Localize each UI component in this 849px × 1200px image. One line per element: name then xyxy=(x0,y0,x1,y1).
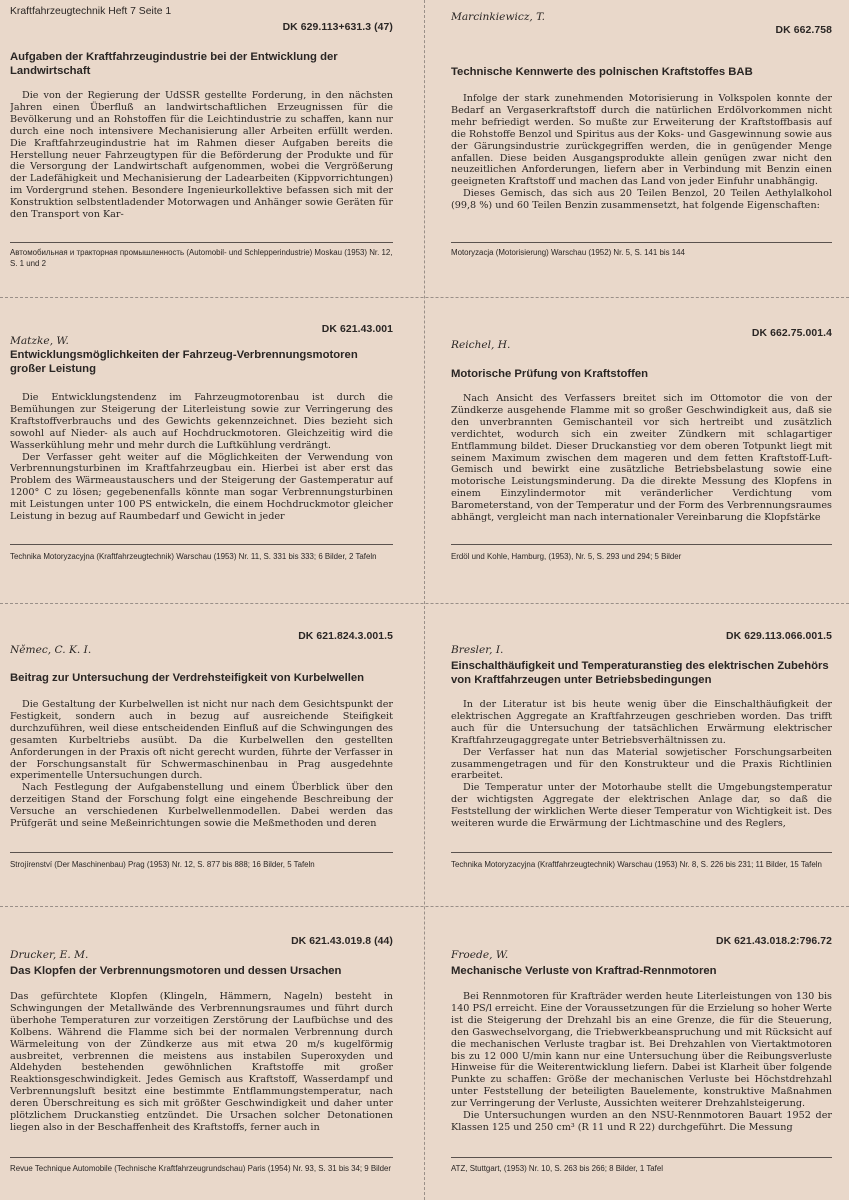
source-reference: Technika Motoryzacyjna (Kraftfahrzeugtechnik) Warschau (1953) Nr. 11, S. 331 bis 333; 6 Bilder, 2 Tafeln xyxy=(10,552,377,561)
author-name: Marcinkiewicz, T. xyxy=(451,11,546,23)
card-title: Aufgaben der Kraftfahrzeugindustrie bei der Entwicklung der Landwirtschaft xyxy=(10,51,338,77)
abstract-paragraph: Die Untersuchungen wurden an den NSU-Rennmotoren Bauart 1952 der Klassen 125 und 250 cm³ (R 11 und R 22) durchgeführt. Die Messung xyxy=(451,1110,832,1133)
abstract-text xyxy=(451,393,832,524)
abstract-text xyxy=(451,93,832,212)
abstract-text xyxy=(10,90,393,221)
abstract-paragraph: Die von der Regierung der UdSSR gestellte Forderung, in den nächsten Jahren einen Überfluß an landwirtschaftlichen Erzeugnissen für die Bevölkerung und an Rohstoffen für die Leichtindustrie zu schaffen, kann nur durch eine noch intensivere Mechanisierung aller Arbeiten erfüllt werden. Die Kraftfahrzeugindustrie hat im Rahmen dieser Aufgaben bereits die Herstellung neuer Fahrzeugtypen für die Beförderung der Produkte und für die Versorgung der Landwirtschaft aufgenommen, wobei die Vergrößerung der Ladefähigkeit und Mechanisierung der Ladearbeiten (Kippvorrichtungen) im Vordergrund stehen. Besondere Ingenieurkollektive befassen sich mit der Konstruktion selbstentladender Motorwagen und Anhänger sowie Geräten für den Transport von Kar- xyxy=(10,90,393,221)
index-card xyxy=(451,936,832,1196)
abstract-paragraph: Dieses Gemisch, das sich aus 20 Teilen Benzol, 20 Teilen Aethylalkohol (99,8 %) und 60 Teilen Benzin zusammensetzt, hat folgende Eigenschaften: xyxy=(451,188,832,212)
index-card xyxy=(10,936,393,1196)
vertical-cut-line xyxy=(424,0,425,1200)
dk-classification: DK 629.113+631.3 (47) xyxy=(282,22,393,33)
source-reference: Erdöl und Kohle, Hamburg, (1953), Nr. 5, S. 293 und 294; 5 Bilder xyxy=(451,552,682,561)
horizontal-cut-line xyxy=(0,603,849,604)
author-name: Reichel, H. xyxy=(451,339,511,351)
abstract-paragraph: Die Gestaltung der Kurbelwellen ist nicht nur nach dem Gesichtspunkt der Festigkeit, sondern auch in bezug auf ausreichende Steifigkeit durchzuführen, weil diese entscheidenden Einfluß auf die Schwingungen des gesamten Kurbeltriebs ausübt. Da die Kurbelwellen den gestellten Anforderungen in der Praxis oft nicht gerecht wurden, führte der Verfasser in der Forschungsanstalt für Schwermaschinenbau in Prag ausgedehnte experimentelle Untersuchungen durch. xyxy=(10,699,393,782)
source-rule xyxy=(10,852,393,853)
author-name: Němec, C. K. I. xyxy=(10,644,92,656)
source-reference: Strojírenství (Der Maschinenbau) Prag (1953) Nr. 12, S. 877 bis 888; 16 Bilder, 5 Tafeln xyxy=(10,860,315,869)
source-reference: Revue Technique Automobile (Technische Kraftfahrzeugrundschau) Paris (1954) Nr. 93, S. 31 bis 34; 9 Bilder xyxy=(10,1164,392,1173)
author-name: Matzke, W. xyxy=(10,335,69,347)
dk-classification: DK 621.43.001 xyxy=(321,324,393,335)
index-card xyxy=(451,324,832,600)
horizontal-cut-line xyxy=(0,297,849,298)
abstract-paragraph: Der Verfasser hat nun das Material sowjetischer Forschungsarbeiten zusammengetragen und für den Konstrukteur und die Praxis Richtlinien erarbeitet. xyxy=(451,746,832,782)
card-title: Technische Kennwerte des polnischen Kraftstoffes BAB xyxy=(451,66,753,78)
index-card xyxy=(451,6,832,292)
author-name: Froede, W. xyxy=(451,949,509,961)
source-rule xyxy=(451,852,832,853)
abstract-text xyxy=(451,699,832,830)
source-rule xyxy=(451,544,832,545)
dk-classification: DK 621.43.018.2:796.72 xyxy=(715,936,832,947)
dk-classification: DK 662.75.001.4 xyxy=(751,328,832,339)
abstract-paragraph: Die Entwicklungstendenz im Fahrzeugmotorenbau ist durch die Bemühungen zur Steigerung der Literleistung sowie zur Verringerung des Kraftstoffverbrauchs und des Gewichts gekennzeichnet. Dies bezieht sich sowohl auf Nieder- als auch auf Hochdruckmotoren. Gleichzeitig wird die Wasserkühlung mehr und mehr durch die Luftkühlung verdrängt. xyxy=(10,392,393,451)
card-title: Entwicklungsmöglichkeiten der Fahrzeug-Verbrennungsmotoren großer Leistung xyxy=(10,349,358,375)
dk-classification: DK 621.824.3.001.5 xyxy=(298,631,393,642)
source-rule xyxy=(10,544,393,545)
abstract-paragraph: Nach Festlegung der Aufgabenstellung und einem Überblick über den derzeitigen Stand der Forschung folgt eine eingehende Beschreibung der Versuche an verschiedenen Kurbelwellenmodellen. Dabei werden das Prüfgerät und seine Meßeinrichtungen sowie die Meßmethoden und deren xyxy=(10,782,393,830)
source-reference: ATZ, Stuttgart, (1953) Nr. 10, S. 263 bis 266; 8 Bilder, 1 Tafel xyxy=(451,1164,663,1173)
author-name: Drucker, E. M. xyxy=(10,949,89,961)
source-reference: Technika Motoryzacyjna (Kraftfahrzeugtechnik) Warschau (1953) Nr. 8, S. 226 bis 231; 11 Bilder, 15 Tafeln xyxy=(451,860,822,869)
abstract-paragraph: Die Temperatur unter der Motorhaube stellt die Umgebungstemperatur der wichtigsten Aggregate der elektrischen Anlage dar, so daß die Feststellung der wirklichen Werte dieser Temperatur von Wichtigkeit ist. Des weiteren wurde die Erwärmung der Lichtmaschine und des Reglers, xyxy=(451,782,832,830)
dk-classification: DK 621.43.019.8 (44) xyxy=(291,936,393,947)
card-title: Motorische Prüfung von Kraftstoffen xyxy=(451,368,649,380)
source-rule xyxy=(10,242,393,243)
index-card xyxy=(10,6,393,292)
abstract-paragraph: Das gefürchtete Klopfen (Klingeln, Hämmern, Nageln) besteht in Schwingungen der Metallwände des Verbrennungsraumes und führt durch überhohe Temperaturen zur vorzeitigen Zerstörung der Laufbüchse und des Kolbens. Während die Flamme sich bei der normalen Verbrennung durch Wärmeleitung von der Zündkerze aus mit etwa 20 m/s kugelförmig ausbreitet, verbrennen die meistens aus instabilen Superoxyden und Aldehyden bestehenden gewöhnlichen Kraftstoffe mit großer Reaktionsgeschwindigkeit. Jedes Gemisch aus Kraftstoff, Wasserdampf und Verbrennungsluft besitzt eine bestimmte Entflammungstemperatur, nach deren Überschreitung es sich mit größter Geschwindigkeit und daher unter plötzlichem Druckanstieg entzündet. Die Ursachen solcher Detonationen liegen also in der Beschaffenheit des Kraftstoffs, ferner auch in xyxy=(10,991,393,1133)
abstract-paragraph: Infolge der stark zunehmenden Motorisierung in Volkspolen konnte der Bedarf an Vergaserkraftstoff durch die natürlichen Erdölvorkommen nicht mehr befriedigt werden. So mußte zur Erweiterung der Kraftstoffbasis auf die Rohstoffe Benzol und Spiritus aus der Koks- und Gasgewinnung sowie aus der Gärungsindustrie zurückgegriffen werden, die in genügender Menge anfallen. Diese beiden Ausgangsprodukte allein genügen zwar nicht den neuzeitlichen Anforderungen, liefern aber in Verbindung mit Benzin einen geeigneten Kraftstoff und machen das Land von jeder Einfuhr unabhängig. xyxy=(451,93,832,188)
author-name: Bresler, I. xyxy=(451,644,504,656)
abstract-text xyxy=(10,991,393,1134)
card-title: Mechanische Verluste von Kraftrad-Rennmotoren xyxy=(451,965,717,977)
dk-classification: DK 629.113.066.001.5 xyxy=(726,631,832,642)
abstract-text xyxy=(451,991,832,1134)
source-reference: Автомобильная и тракторная промышленность (Automobil- und Schlepperindustrie) Moskau (1953) Nr. 12, S. 1 und 2 xyxy=(10,248,393,268)
dk-classification: DK 662.758 xyxy=(775,25,832,36)
index-card xyxy=(10,631,393,903)
card-title: Einschalthäufigkeit und Temperaturanstieg des elektrischen Zubehörs von Kraftfahrzeugen unter Betriebsbedingungen xyxy=(451,660,829,686)
source-rule xyxy=(451,1157,832,1158)
source-reference: Motoryzacja (Motorisierung) Warschau (1952) Nr. 5, S. 141 bis 144 xyxy=(451,248,685,257)
card-title: Das Klopfen der Verbrennungsmotoren und dessen Ursachen xyxy=(10,965,342,977)
abstract-text xyxy=(10,392,393,523)
source-rule xyxy=(451,242,832,243)
index-card xyxy=(451,631,832,903)
abstract-text xyxy=(10,699,393,830)
running-header: Kraftfahrzeugtechnik Heft 7 Seite 1 xyxy=(10,6,172,17)
abstract-paragraph: Bei Rennmotoren für Krafträder werden heute Literleistungen von 130 bis 140 PS/l erreicht. Eine der Voraussetzungen für die Erzielung so hoher Werte ist die Steigerung der Drehzahl bis an eine Grenze, die für die Steuerung, den Gaswechselvorgang, die Triebwerkbeanspruchung und mit Rücksicht auf die mechanischen Verluste tragbar ist. Bei Drehzahlen von Viertaktmotoren bis zu 12 000 U/min kann nur eine Untersuchung über die Reibungsverluste Hinweise für die Weiterentwicklung liefern. Dabei ist Klarheit über folgende Punkte zu schaffen: Größe der mechanischen Verluste bei Höchstdrehzahl unter Feststellung der beteiligten Bauelemente, konstruktive Maßnahmen zur Verringerung der Verluste, Aussichten weiterer Drehzahlsteigerung. xyxy=(451,991,832,1110)
source-rule xyxy=(10,1157,393,1158)
card-title: Beitrag zur Untersuchung der Verdrehsteifigkeit von Kurbelwellen xyxy=(10,672,365,684)
index-card xyxy=(10,324,393,600)
horizontal-cut-line xyxy=(0,906,849,907)
abstract-paragraph: In der Literatur ist bis heute wenig über die Einschalthäufigkeit der elektrischen Aggregate an Kraftfahrzeugen geschrieben worden. Das trifft auch für die Untersuchung der tatsächlichen Erwärmung elektrischer Kraftfahrzeugaggregate unter Betriebsverhältnissen zu. xyxy=(451,699,832,746)
abstract-paragraph: Der Verfasser geht weiter auf die Möglichkeiten der Verwendung von Verbrennungsturbinen im Kraftfahrzeugbau ein. Hierbei ist aber erst das Problem des Wärmeaustauschers und der Steigerung der Gastemperatur auf 1200° C zu lösen; gegebenenfalls könnte man sogar Verbrennungsturbinen mit Leistungen unter 100 PS entwickeln, die einem Hochdruckmotor gleicher Leistung in bezug auf Raumbedarf und Gewicht in jeder xyxy=(10,451,393,523)
abstract-paragraph: Nach Ansicht des Verfassers breitet sich im Ottomotor die von der Zündkerze ausgehende Flamme mit so großer Geschwindigkeit aus, daß sie den unverbrannten Gemischanteil vor sich hertreibt und zusätzlich verdichtet, wodurch sich ein zweiter Zündkern mit schlagartiger Entflammung bildet. Dieser Druckanstieg vor dem oberen Totpunkt liegt mit seinem Maximum zwischen dem mageren und dem fetten Kraftstoff-Luft-Gemisch und bewirkt eine zusätzliche Betriebsbelastung sowie eine motorische Leistungsminderung. Da die direkte Messung des Klopfens in einem Einzylindermotor mit veränderlicher Verdichtung vom Barometerstand, von der Temperatur und der Form des Verbrennungsraumes abhängt, vergleicht man nach internationaler Vereinbarung die Klopfstärke xyxy=(451,393,832,524)
